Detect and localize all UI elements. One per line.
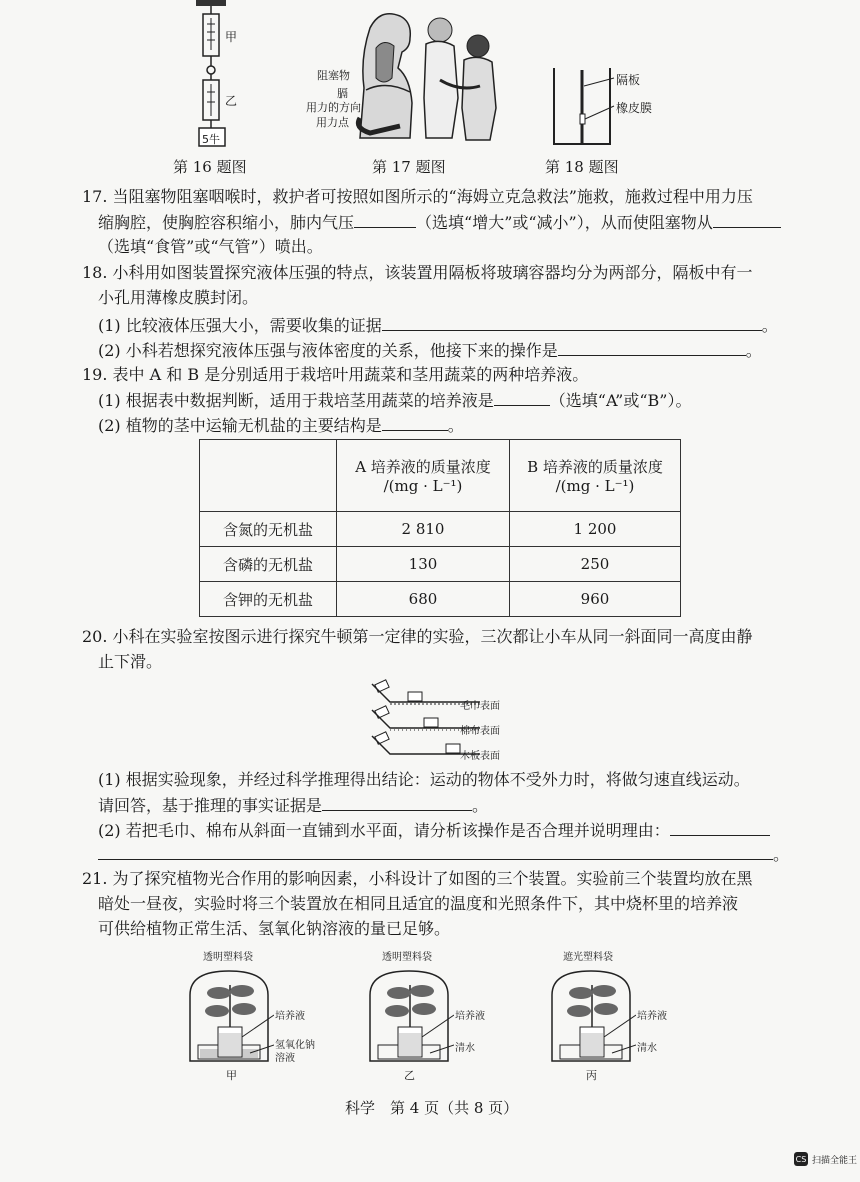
heimlich-illustration <box>340 8 510 143</box>
device-yi-bottom-label: 清水 <box>455 1043 475 1054</box>
q20-blank-1[interactable] <box>322 794 472 811</box>
fig17-label-blockage: 阻塞物 <box>317 69 350 82</box>
table-header-b-title: B 培养液的质量浓度 <box>527 458 663 476</box>
q19-sub1-end: （选填“A”或“B”）。 <box>549 391 692 410</box>
surface-label-towel: 毛巾表面 <box>460 701 500 712</box>
table-row <box>200 582 681 617</box>
device-jia-bag-label: 透明塑料袋 <box>203 952 253 963</box>
q19-sub2-text: (2) 植物的茎中运输无机盐的主要结构是 <box>98 416 382 435</box>
table-cell: 2 810 <box>337 512 510 547</box>
table-header-a <box>337 440 510 512</box>
fig16-caption: 第 16 题图 <box>173 158 247 176</box>
q20-sub1b-end: 。 <box>472 796 489 815</box>
device-yi-figure <box>364 965 454 1065</box>
page-footer: 科学 第 4 页（共 8 页） <box>345 1099 519 1117</box>
device-bing-liquid-label: 培养液 <box>637 1011 667 1022</box>
q19-sub2 <box>98 414 464 437</box>
device-yi-bag-label: 透明塑料袋 <box>382 952 432 963</box>
q19-line1: 19. 表中 A 和 B 是分别适用于栽培叶用蔬菜和茎用蔬菜的两种培养液。 <box>82 365 589 384</box>
q19-sub1-text: (1) 根据表中数据判断，适用于栽培茎用蔬菜的培养液是 <box>98 391 494 410</box>
scanner-badge-text: 扫描全能王 <box>812 1155 858 1166</box>
scanner-logo-icon: CS <box>794 1152 808 1166</box>
q20-blank-2b[interactable] <box>98 843 773 860</box>
q18-sub2 <box>98 339 762 362</box>
q20-sub2-text: (2) 若把毛巾、棉布从斜面一直铺到水平面，请分析该操作是否合理并说明理由： <box>98 821 670 840</box>
q21-line1: 21. 为了探究植物光合作用的影响因素，小科设计了如图的三个装置。实验前三个装置均放在黑 <box>82 869 753 888</box>
q20-line1: 20. 小科在实验室按图示进行探究牛顿第一定律的实验，三次都让小车从同一斜面同一高度由静 <box>82 627 753 646</box>
fig17-label-diaphragm: 膈 <box>337 87 348 100</box>
q20-sub2-end: 。 <box>773 845 790 864</box>
scale-label-jia: 甲 <box>225 30 238 44</box>
q18-sub2-end: 。 <box>745 341 762 360</box>
table-header-a-unit: /(mg · L⁻¹) <box>383 477 463 495</box>
table-cell: 含磷的无机盐 <box>200 547 337 582</box>
fig17-label-force-point: 用力点 <box>316 116 349 129</box>
device-yi-liquid-label: 培养液 <box>455 1011 485 1022</box>
q20-sub1b-text: 请回答，基于推理的事实证据是 <box>98 796 323 815</box>
device-bing-bag-label: 遮光塑料袋 <box>563 952 613 963</box>
surface-label-wood: 木板表面 <box>460 751 500 762</box>
table-row <box>200 512 681 547</box>
q19-blank-2[interactable] <box>382 414 448 431</box>
device-yi-name: 乙 <box>404 1069 415 1082</box>
table-header-blank <box>200 440 337 512</box>
fig18-label-membrane: 橡皮膜 <box>616 101 653 115</box>
table-header-b <box>510 440 681 512</box>
device-bing-name: 丙 <box>586 1069 597 1082</box>
q20-blank-2a[interactable] <box>670 819 770 836</box>
q18-sub1-end: 。 <box>761 316 778 335</box>
scanner-badge <box>794 1152 857 1166</box>
q20-sub1a: (1) 根据实验现象，并经过科学推理得出结论：运动的物体不受外力时，将做匀速直线运动。 <box>98 770 750 789</box>
q17-line1: 17. 当阻塞物阻塞咽喉时，救护者可按照如图所示的“海姆立克急救法”施救，施救过程中用力压 <box>82 187 753 206</box>
spring-scale-figure <box>180 0 250 150</box>
table-header-row <box>200 440 681 512</box>
nutrient-table <box>199 439 681 617</box>
q18-sub1 <box>98 314 778 337</box>
device-bing-figure <box>546 965 636 1065</box>
table-cell: 250 <box>510 547 681 582</box>
q17-blank-pressure[interactable] <box>354 211 416 228</box>
weight-label: 5牛 <box>202 133 220 146</box>
device-jia-figure <box>184 965 274 1065</box>
scale-label-yi: 乙 <box>225 94 238 108</box>
q18-sub2-text: (2) 小科若想探究液体压强与液体密度的关系，他接下来的操作是 <box>98 341 558 360</box>
q18-line1: 18. 小科用如图装置探究液体压强的特点，该装置用隔板将玻璃容器均分为两部分，隔板中有一 <box>82 263 753 282</box>
table-cell: 960 <box>510 582 681 617</box>
table-header-b-unit: /(mg · L⁻¹) <box>555 477 635 495</box>
surface-label-cotton: 棉布表面 <box>460 726 500 737</box>
table-row <box>200 547 681 582</box>
table-cell: 1 200 <box>510 512 681 547</box>
q19-sub2-end: 。 <box>447 416 464 435</box>
q20-sub2 <box>98 819 770 842</box>
fig17-label-force-direction: 用力的方向 <box>306 101 361 114</box>
q21-line2: 暗处一昼夜，实验时将三个装置放在相同且适宜的温度和光照条件下，其中烧杯里的培养液 <box>98 894 739 913</box>
q20-sub1b <box>98 794 488 817</box>
q17-line2 <box>98 211 781 234</box>
q21-line3: 可供给植物正常生活、氢氧化钠溶液的量已足够。 <box>98 919 451 938</box>
table-cell: 130 <box>337 547 510 582</box>
device-jia-bottom-label1: 氢氧化钠 <box>275 1040 315 1051</box>
fig18-caption: 第 18 题图 <box>545 158 619 176</box>
q19-blank-1[interactable] <box>494 389 550 406</box>
q19-sub1 <box>98 389 691 412</box>
device-jia-name: 甲 <box>226 1069 237 1082</box>
table-cell: 含钾的无机盐 <box>200 582 337 617</box>
table-cell: 含氮的无机盐 <box>200 512 337 547</box>
q18-blank-1[interactable] <box>382 314 762 331</box>
q17-line3: （选填“食管”或“气管”）喷出。 <box>98 237 323 256</box>
device-bing-bottom-label: 清水 <box>637 1043 657 1054</box>
q20-line2: 止下滑。 <box>98 652 163 671</box>
table-header-a-title: A 培养液的质量浓度 <box>355 458 491 476</box>
q17-text-b: （选填“增大”或“减小”），从而使阻塞物从 <box>416 213 713 232</box>
q18-line2: 小孔用薄橡皮膜封闭。 <box>98 288 259 307</box>
q17-blank-tube[interactable] <box>713 211 781 228</box>
q20-sub2-cont <box>98 843 789 866</box>
device-jia-bottom-label2: 溶液 <box>275 1053 295 1064</box>
q17-text-a: 缩胸腔，使胸腔容积缩小，肺内气压 <box>98 213 355 232</box>
fig17-caption: 第 17 题图 <box>372 158 446 176</box>
q18-blank-2[interactable] <box>558 339 746 356</box>
table-cell: 680 <box>337 582 510 617</box>
device-jia-liquid-label: 培养液 <box>275 1011 305 1022</box>
fig18-label-divider: 隔板 <box>616 73 641 87</box>
q18-sub1-text: (1) 比较液体压强大小，需要收集的证据 <box>98 316 382 335</box>
